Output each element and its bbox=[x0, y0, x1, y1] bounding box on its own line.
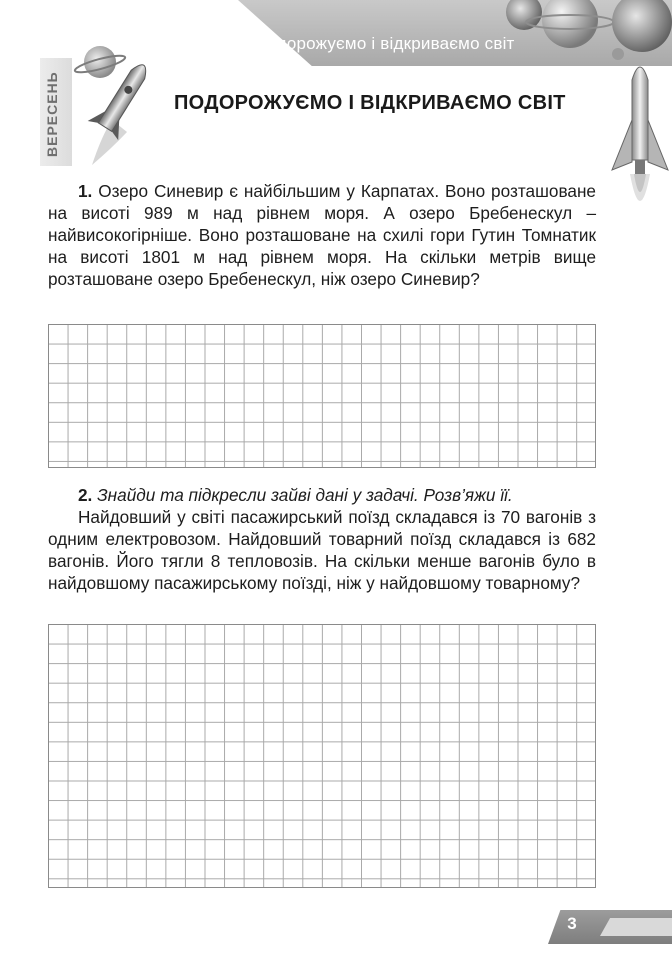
task-2-number: 2. bbox=[78, 485, 93, 505]
task-1-text: Озеро Синевир є найбільшим у Карпатах. Воно розташоване на висоті 989 м над рівнем моря. А озеро Бребенескул – найвисокогірніше. Воно розташоване на схилі гори Гутин Томнатик на висоті 1801 м над рівнем моря. На скільки метрів вище розташоване озеро Бребенескул, ніж озеро Синевир? bbox=[48, 181, 596, 289]
answer-grid-1[interactable] bbox=[48, 324, 596, 468]
task-2-instruction: Знайди та підкресли зайві дані у задачі. Розв’яжи її. bbox=[97, 485, 513, 505]
rocket-illustration bbox=[72, 40, 162, 170]
planet-saturn-icon bbox=[542, 0, 598, 48]
month-label: ВЕРЕСЕНЬ bbox=[44, 71, 60, 157]
planet-small-icon bbox=[506, 0, 542, 30]
page-title: ПОДОРОЖУЄМО І ВІДКРИВАЄМО СВІТ bbox=[174, 92, 566, 114]
task-1 bbox=[48, 180, 596, 290]
answer-grid-2[interactable] bbox=[48, 624, 596, 888]
task-2-instruction-line bbox=[48, 484, 596, 506]
section-title: Подорожуємо і відкриваємо світ bbox=[255, 34, 515, 53]
task-1-number: 1. bbox=[78, 181, 93, 201]
shuttle-illustration bbox=[608, 50, 672, 230]
page-number: 3 bbox=[567, 914, 577, 933]
planet-right-icon bbox=[612, 0, 672, 52]
task-2-text: Найдовший у світі пасажирський поїзд складався із 70 вагонів з одним електровозом. Найдовший товарний поїзд складався із 682 вагонів. Його тягли 8 тепловозів. На скільки менше вагонів було в найдовшому пасажирському поїзді, ніж у найдовшому товарному? bbox=[48, 507, 596, 593]
page-number-stripe bbox=[600, 918, 672, 936]
